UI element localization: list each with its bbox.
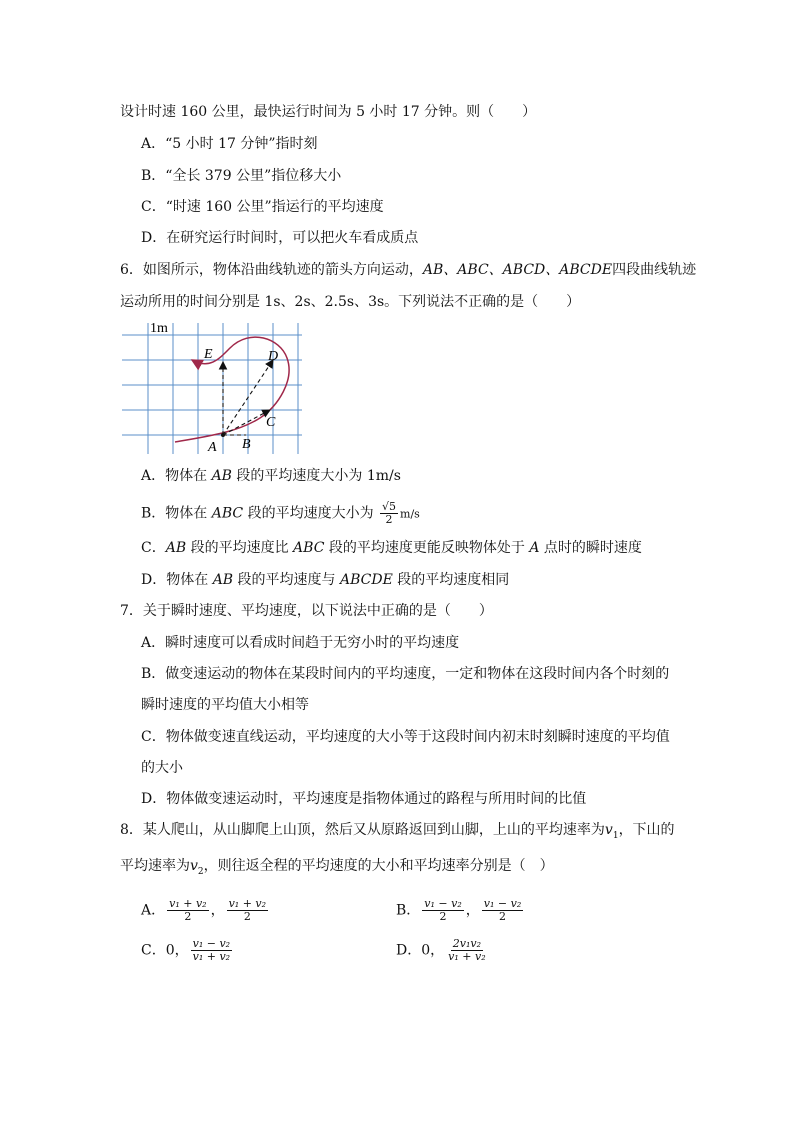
q8-option-b: B． $\frac{\text{v₁ − v₂}}{2}$ ， $\frac{\text{v₁ − v₂}}{2}$ bbox=[396, 897, 522, 923]
q7-option-c: C．物体做变速直线运动，平均速度的大小等于这段时间内初末时刻瞬时速度的平均值 bbox=[141, 729, 670, 745]
q5-option-a: A．“5 小时 17 分钟”指时刻 bbox=[141, 136, 318, 152]
q6-stem-line2: 运动所用的时间分别是 1s、2s、2.5s、3s。下列说法不正确的是（ ） bbox=[120, 294, 581, 310]
q7-option-a: A．瞬时速度可以看成时间趋于无穷小时的平均速度 bbox=[141, 635, 460, 651]
q6-option-d: D．物体在 AB 段的平均速度与 ABCDE 段的平均速度相同 bbox=[141, 572, 510, 588]
fraction: $\frac{\text{v₁ + v₂}}{2}$ bbox=[228, 897, 267, 923]
q8-stem-line1: 8．某人爬山，从山脚爬上山顶，然后又从原路返回到山脚，上山的平均速率为$v_1$，下山的 bbox=[120, 822, 675, 841]
q7-option-b-cont: 瞬时速度的平均值大小相等 bbox=[141, 697, 309, 713]
q7-option-b: B．做变速运动的物体在某段时间内的平均速度，一定和物体在这段时间内各个时刻的 bbox=[141, 666, 670, 682]
q6-option-c: C．AB 段的平均速度比 ABC 段的平均速度更能反映物体处于 A 点时的瞬时速度 bbox=[141, 540, 642, 556]
displacement-ac bbox=[223, 410, 270, 435]
scale-label: 1m bbox=[150, 321, 168, 336]
point-d-label: D bbox=[268, 349, 279, 364]
q5-option-b: B．“全长 379 公里”指位移大小 bbox=[141, 168, 342, 184]
q5-option-d: D．在研究运行时间时，可以把火车看成质点 bbox=[141, 230, 419, 246]
fraction: $\frac{\text{v₁ − v₂}}{2}$ bbox=[424, 897, 462, 923]
q5-option-c: C．“时速 160 公里”指运行的平均速度 bbox=[141, 199, 384, 215]
q6-stem-line1: 6．如图所示，物体沿曲线轨迹的箭头方向运动，AB、ABC、ABCD、ABCDE四段曲线轨迹 bbox=[120, 262, 697, 278]
fraction: $\frac{\text{v₁ − v₂}}{2}$ bbox=[483, 897, 522, 923]
q8-option-a: A． $\frac{\text{v₁ + v₂}}{2}$ ， $\frac{\text{v₁ + v₂}}{2}$ bbox=[141, 897, 267, 923]
q6-option-a: A．物体在 AB 段的平均速度大小为 1m/s bbox=[141, 468, 401, 484]
q7-stem: 7．关于瞬时速度、平均速度，以下说法中正确的是（ ） bbox=[120, 603, 493, 619]
q6-trajectory-figure bbox=[120, 318, 310, 462]
point-a-label: A bbox=[208, 440, 217, 455]
fraction: $\frac{\text{v₁ − v₂}}{\text{v₁ + v₂}}$ bbox=[192, 937, 231, 963]
fraction: $\frac{\text{v₁ + v₂}}{2}$ bbox=[169, 897, 207, 923]
q8-option-c: C．0， $\frac{\text{v₁ − v₂}}{\text{v₁ + v₂}}$ bbox=[141, 937, 231, 963]
point-c-label: C bbox=[266, 415, 276, 430]
q6-option-b: B．物体在 ABC 段的平均速度大小为 $\frac{√5}{2}$ m/s bbox=[141, 500, 420, 526]
trajectory-diagram bbox=[120, 318, 310, 458]
fraction: $\frac{\text{2v₁v₂}}{\text{v₁ + v₂}}$ bbox=[448, 937, 486, 963]
sqrt5-over-2-fraction: $\frac{√5}{2}$ bbox=[382, 500, 397, 526]
point-b-label: B bbox=[242, 437, 251, 452]
q8-option-d: D．0， $\frac{\text{2v₁v₂}}{\text{v₁ + v₂}}$ bbox=[396, 937, 486, 963]
q5-stem: 设计时速 160 公里，最快运行时间为 5 小时 17 分钟。则（ ） bbox=[120, 104, 537, 120]
q7-option-c-cont: 的大小 bbox=[141, 760, 183, 776]
q8-stem-line2: 平均速率为$v_2$，则往返全程的平均速度的大小和平均速率分别是（ ） bbox=[120, 858, 554, 877]
point-e-label: E bbox=[204, 347, 213, 362]
q7-option-d: D．物体做变速运动时，平均速度是指物体通过的路程与所用时间的比值 bbox=[141, 791, 587, 807]
